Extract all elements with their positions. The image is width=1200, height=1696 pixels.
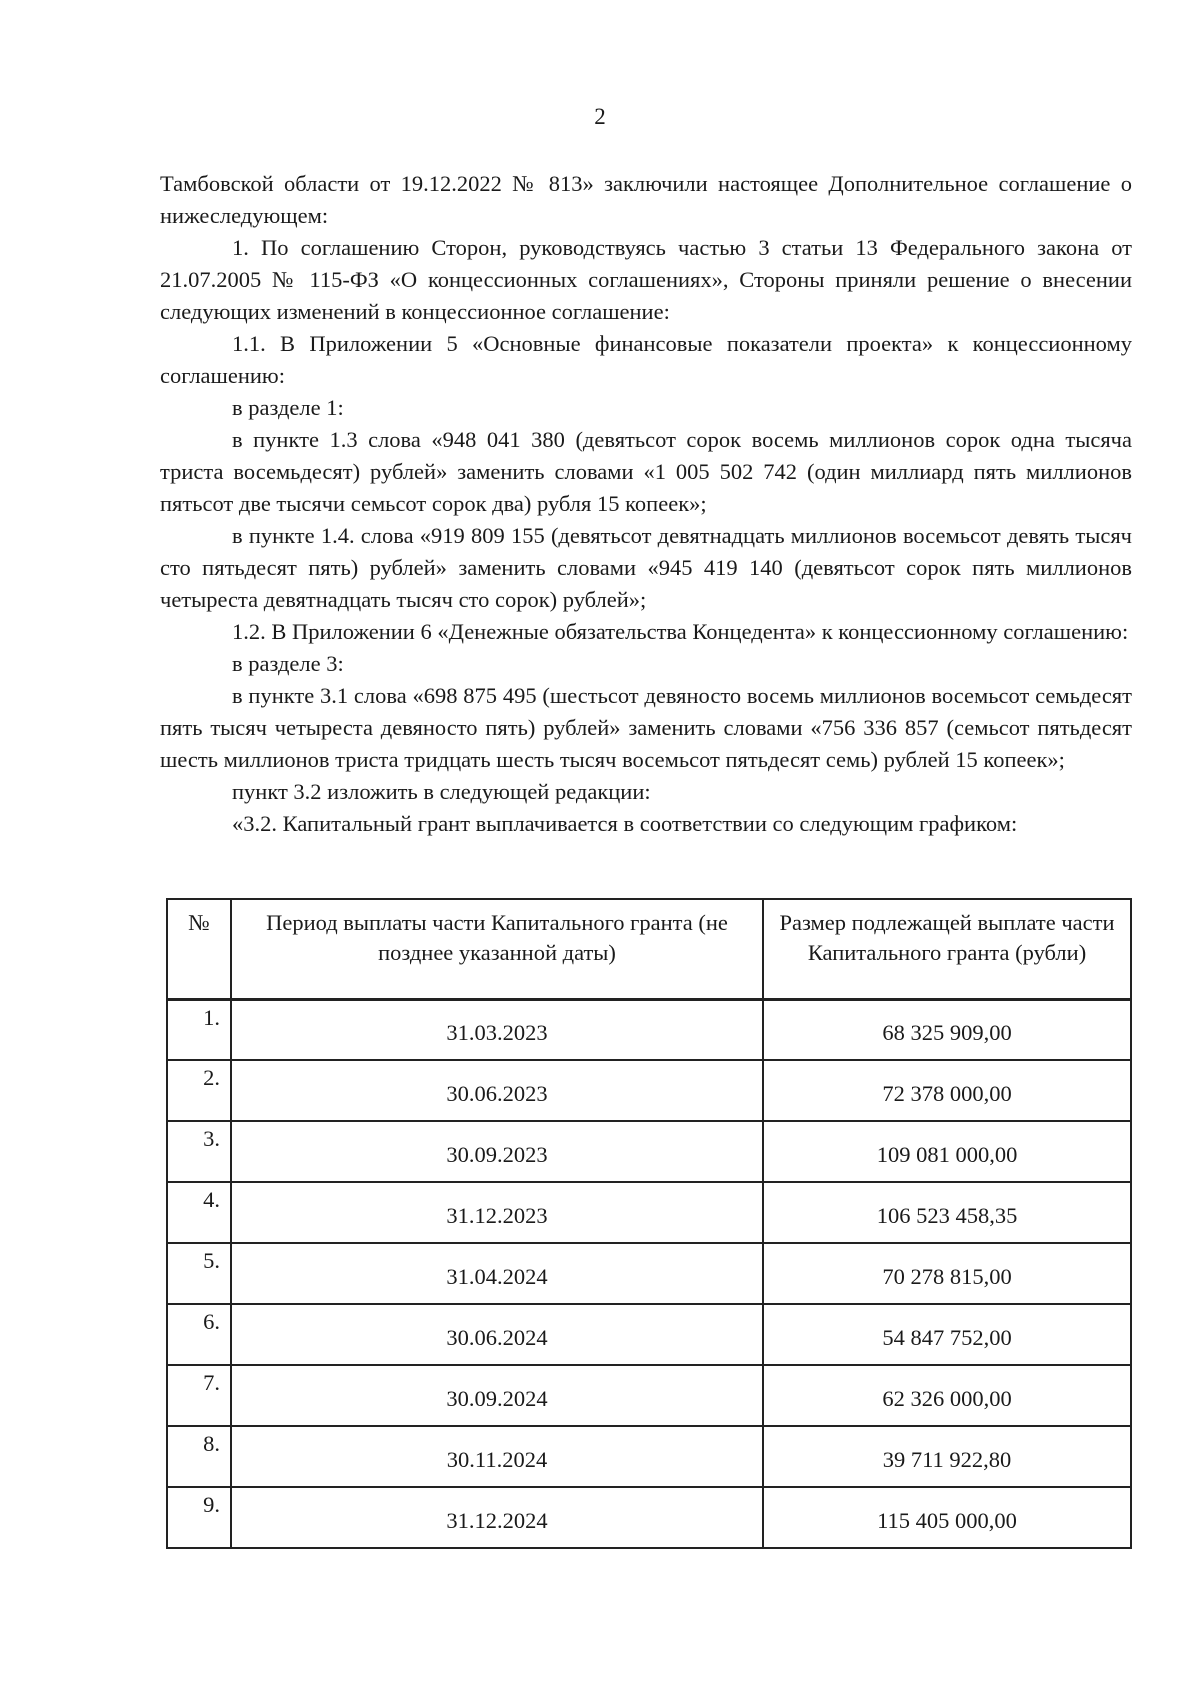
row-number: 8. [167, 1426, 231, 1487]
table-row [167, 1182, 1131, 1243]
row-number: 4. [167, 1182, 231, 1243]
paragraph-1-2: 1.2. В Приложении 6 «Денежные обязательства Концедента» к концессионному соглашению: [232, 619, 1129, 644]
row-amount: 39 711 922,80 [763, 1426, 1131, 1487]
row-date: 30.06.2024 [231, 1304, 763, 1365]
paragraph-1-1: 1.1. В Приложении 5 «Основные финансовые показатели проекта» к концессионному соглашению: [160, 331, 1132, 388]
header-amount: Размер подлежащей выплате части Капитального гранта (рубли) [763, 899, 1131, 999]
paragraph-item-1-4: в пункте 1.4. слова «919 809 155 (девятьсот девятнадцать миллионов восемьсот девять тысяч сто пятьдесят пять) рублей» заменить словами «945 419 140 (девятьсот сорок пять миллионов четыреста девятнадцать тысяч сто сорок) рублей»; [160, 523, 1132, 612]
paragraph-1: 1. По соглашению Сторон, руководствуясь частью 3 статьи 13 Федерального закона от 21.07.2005 № 115-ФЗ «О концессионных соглашениях», Стороны приняли решение о внесении следующих изменений в концессионное соглашение: [160, 235, 1132, 324]
row-amount: 109 081 000,00 [763, 1121, 1131, 1182]
table-row [167, 1426, 1131, 1487]
row-amount: 106 523 458,35 [763, 1182, 1131, 1243]
header-period: Период выплаты части Капитального гранта (не позднее указанной даты) [231, 899, 763, 999]
paragraph-grant-schedule: «3.2. Капитальный грант выплачивается в соответствии со следующим графиком: [232, 811, 1018, 836]
row-date: 30.09.2023 [231, 1121, 763, 1182]
paragraph-item-1-3: в пункте 1.3 слова «948 041 380 (девятьсот сорок восемь миллионов сорок одна тысяча триста восемьдесят) рублей» заменить словами «1 005 502 742 (один миллиард пять миллионов пятьсот две тысячи семьсот сорок два) рубля 15 копеек»; [160, 427, 1132, 516]
row-date: 30.09.2024 [231, 1365, 763, 1426]
row-date: 31.03.2023 [231, 999, 763, 1060]
table-row [167, 1304, 1131, 1365]
row-number: 6. [167, 1304, 231, 1365]
table-row [167, 1243, 1131, 1304]
row-date: 31.04.2024 [231, 1243, 763, 1304]
row-number: 7. [167, 1365, 231, 1426]
row-amount: 72 378 000,00 [763, 1060, 1131, 1121]
table-row [167, 1121, 1131, 1182]
table-row [167, 1487, 1131, 1548]
row-date: 31.12.2023 [231, 1182, 763, 1243]
row-amount: 70 278 815,00 [763, 1243, 1131, 1304]
row-amount: 68 325 909,00 [763, 999, 1131, 1060]
table-header-row [167, 899, 1131, 999]
row-number: 1. [167, 999, 231, 1060]
paragraph-intro: Тамбовской области от 19.12.2022 № 813» заключили настоящее Дополнительное соглашение о нижеследующем: [160, 171, 1132, 228]
row-number: 3. [167, 1121, 231, 1182]
page-number: 2 [594, 104, 606, 129]
table-row [167, 1365, 1131, 1426]
row-number: 2. [167, 1060, 231, 1121]
row-date: 31.12.2024 [231, 1487, 763, 1548]
grant-schedule-table [166, 898, 1132, 1549]
row-amount: 62 326 000,00 [763, 1365, 1131, 1426]
body-text [160, 168, 1132, 840]
paragraph-item-3-2: пункт 3.2 изложить в следующей редакции: [232, 779, 651, 804]
table-row [167, 1060, 1131, 1121]
paragraph-item-3-1: в пункте 3.1 слова «698 875 495 (шестьсот девяносто восемь миллионов восемьсот семьдесят пять тысяч четыреста девяносто пять) рублей» заменить словами «756 336 857 (семьсот пятьдесят шесть миллионов триста тридцать шесть тысяч восемьсот пятьдесят семь) рублей 15 копеек»; [160, 683, 1132, 772]
paragraph-section-1: в разделе 1: [232, 395, 344, 420]
table-row [167, 999, 1131, 1060]
paragraph-section-3: в разделе 3: [232, 651, 344, 676]
row-date: 30.06.2023 [231, 1060, 763, 1121]
row-amount: 54 847 752,00 [763, 1304, 1131, 1365]
row-amount: 115 405 000,00 [763, 1487, 1131, 1548]
row-number: 9. [167, 1487, 231, 1548]
row-number: 5. [167, 1243, 231, 1304]
row-date: 30.11.2024 [231, 1426, 763, 1487]
header-number: № [167, 899, 231, 999]
